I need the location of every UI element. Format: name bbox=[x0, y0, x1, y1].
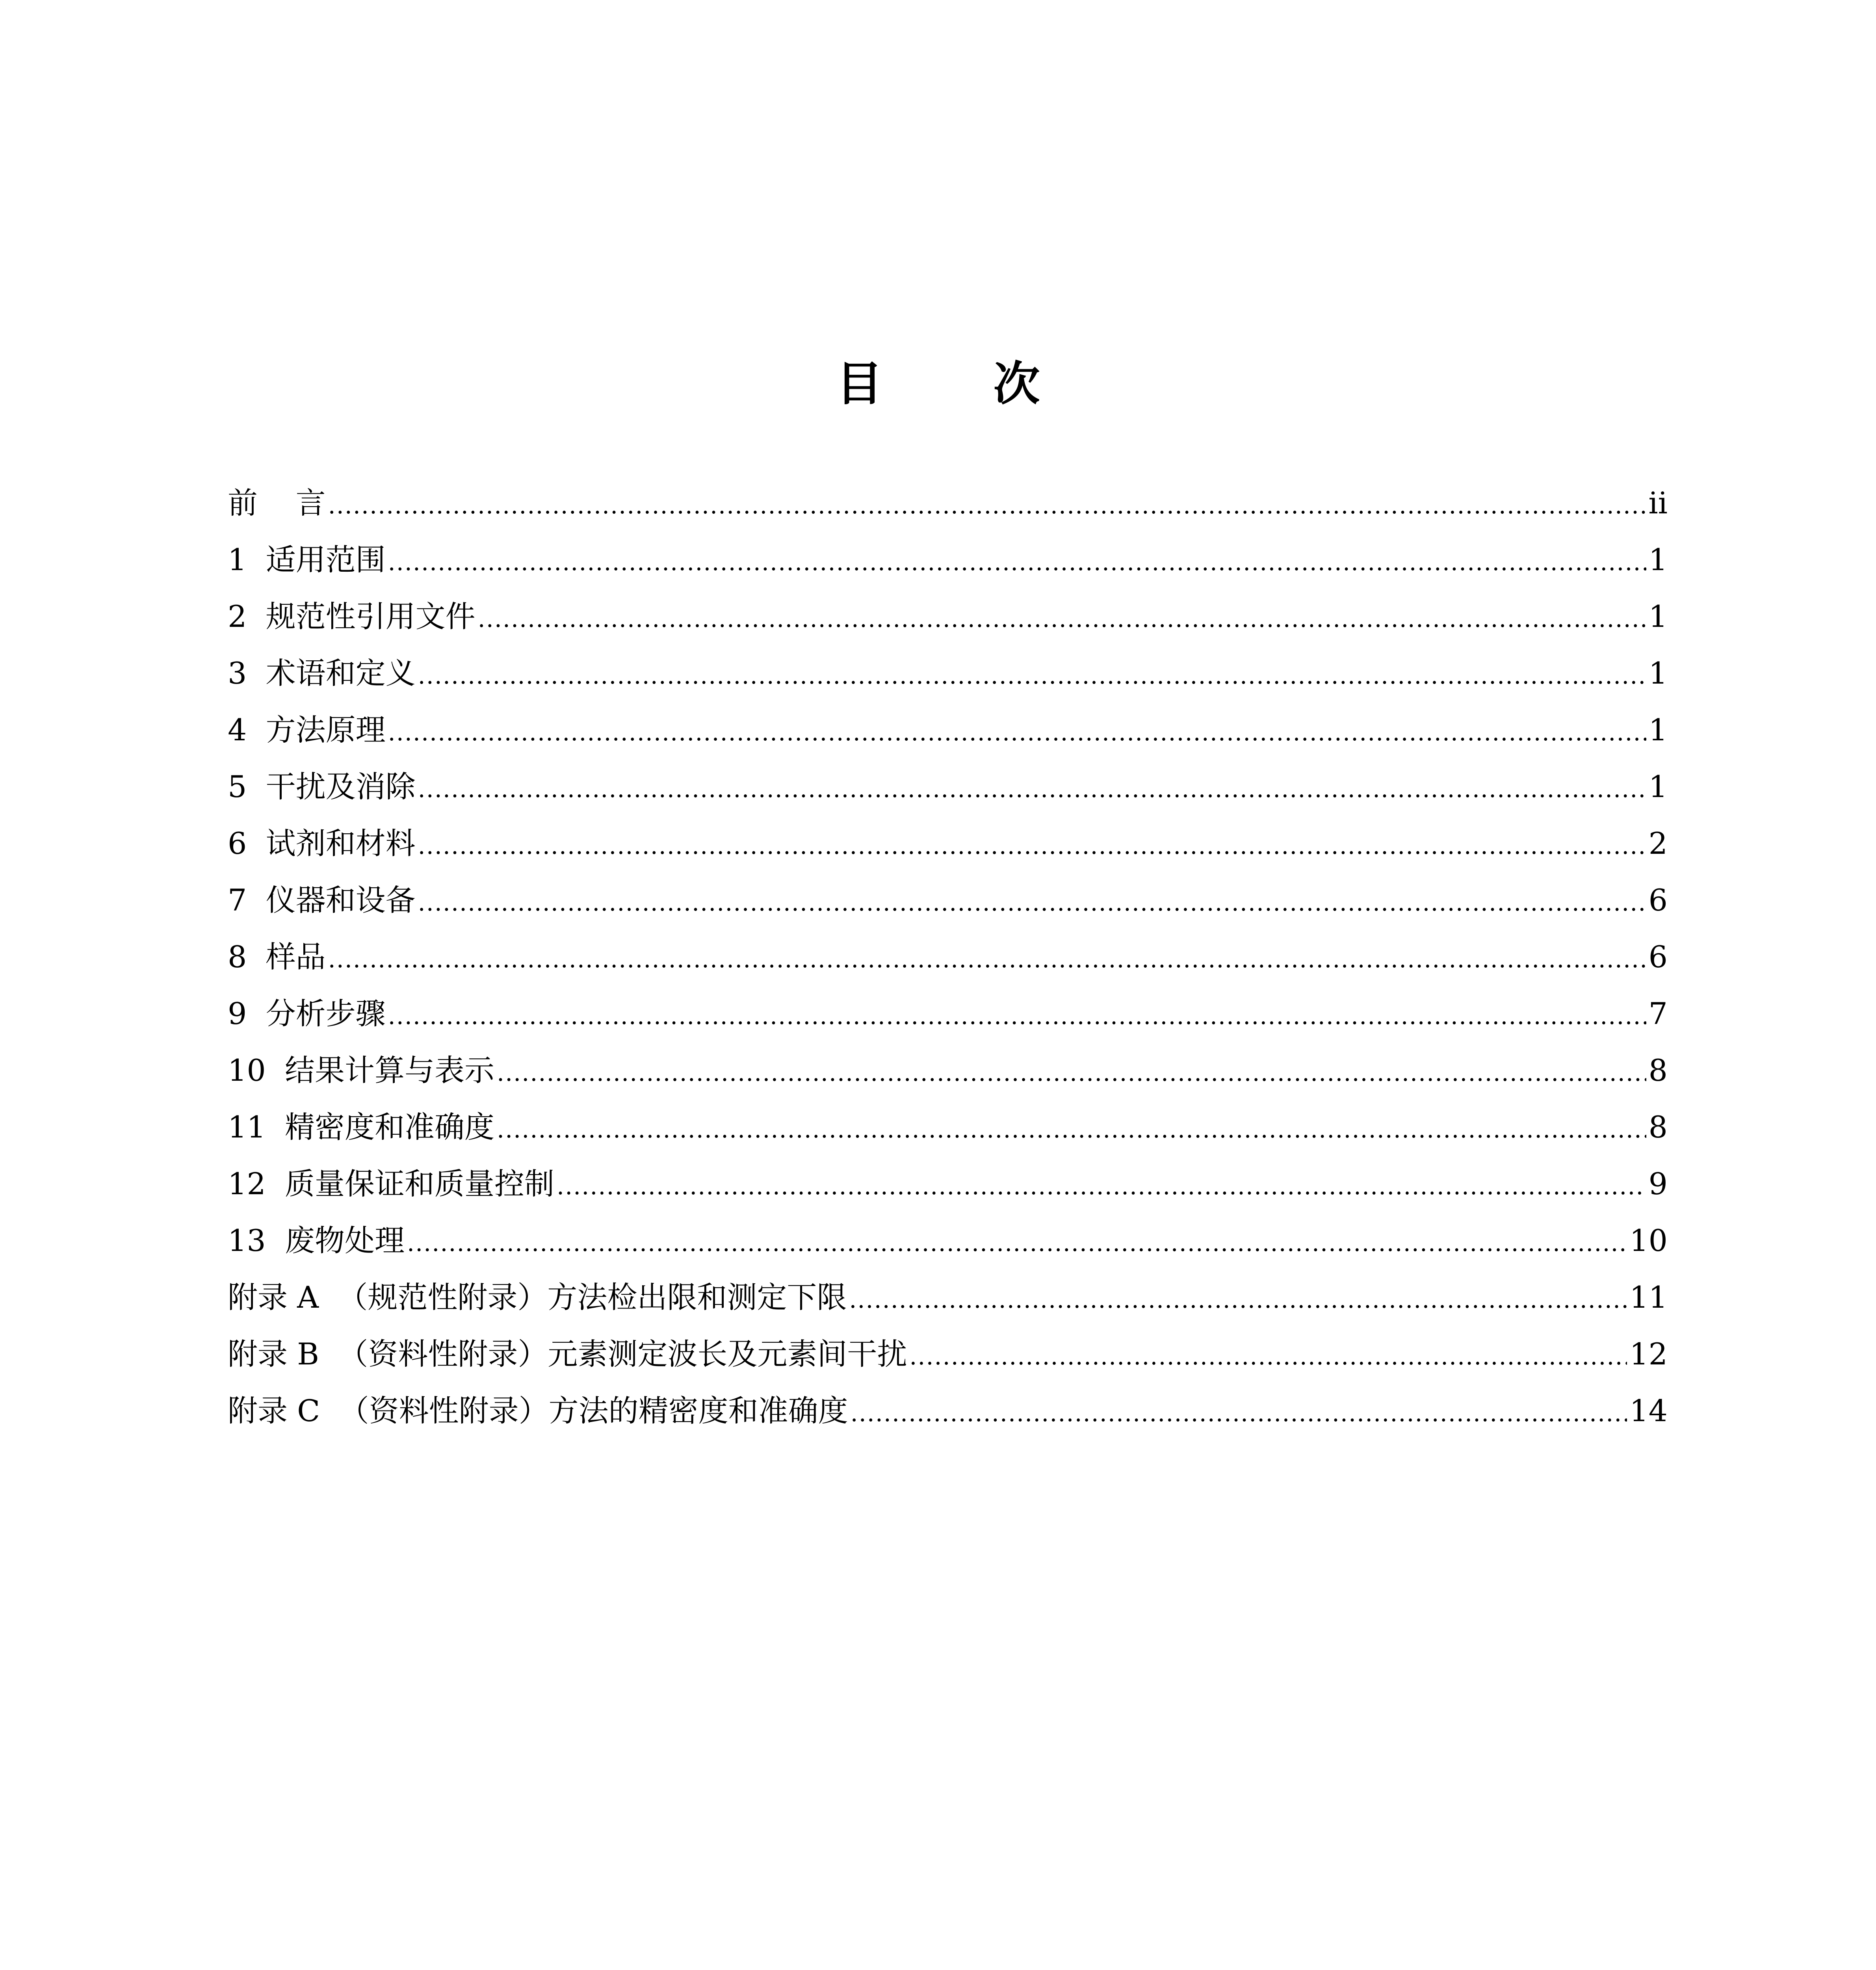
toc-entry-label: 2 规范性引用文件 bbox=[228, 599, 476, 634]
toc-entry-13[interactable] bbox=[228, 1212, 1668, 1269]
toc-entry-label: 13 废物处理 bbox=[228, 1223, 405, 1258]
toc-entry-page: 6 bbox=[1648, 939, 1668, 974]
toc-entry-label: 7 仪器和设备 bbox=[228, 883, 416, 918]
toc-leader-dots bbox=[388, 704, 1646, 761]
toc-entry-page: 12 bbox=[1629, 1336, 1668, 1372]
toc-leader-dots bbox=[418, 818, 1646, 874]
toc-entry-4[interactable] bbox=[228, 702, 1668, 758]
toc-entry-page: 1 bbox=[1648, 542, 1668, 577]
toc-entry-label: 5 干扰及消除 bbox=[228, 769, 416, 804]
toc-entry-10[interactable] bbox=[228, 1042, 1668, 1099]
toc-leader-dots bbox=[909, 1328, 1627, 1385]
toc-leader-dots bbox=[418, 874, 1646, 931]
toc-entry-label: 11 精密度和准确度 bbox=[228, 1110, 495, 1145]
page-title: 目 次 bbox=[836, 357, 1087, 411]
toc-entry-page: 8 bbox=[1648, 1053, 1668, 1088]
toc-entry-9[interactable] bbox=[228, 985, 1668, 1042]
toc-entry-page: 14 bbox=[1629, 1393, 1668, 1428]
toc-entry-label: 8 样品 bbox=[228, 939, 326, 974]
toc-entry-page: 1 bbox=[1648, 769, 1668, 804]
toc-entry-label: 6 试剂和材料 bbox=[228, 826, 416, 861]
toc-entry-appendix-c[interactable] bbox=[228, 1383, 1668, 1439]
toc-entry-page: 1 bbox=[1648, 656, 1668, 691]
toc-entry-appendix-a[interactable] bbox=[228, 1269, 1668, 1326]
toc-entry-page: ii bbox=[1648, 485, 1668, 520]
toc-leader-dots bbox=[388, 534, 1646, 591]
toc-entry-appendix-b[interactable] bbox=[228, 1326, 1668, 1383]
toc-leader-dots bbox=[418, 647, 1646, 704]
toc-entry-page: 10 bbox=[1629, 1223, 1668, 1258]
toc-entry-label: 9 分析步骤 bbox=[228, 996, 386, 1031]
toc-entry-label: 附录 C （资料性附录）方法的精密度和准确度 bbox=[228, 1393, 848, 1428]
toc-entry-page: 2 bbox=[1648, 826, 1668, 861]
toc-leader-dots bbox=[497, 1044, 1646, 1101]
toc-entry-label: 4 方法原理 bbox=[228, 712, 386, 747]
toc-leader-dots bbox=[497, 1101, 1646, 1158]
toc-leader-dots bbox=[851, 1385, 1627, 1442]
toc-leader-dots bbox=[407, 1215, 1627, 1271]
toc-entry-label: 1 适用范围 bbox=[228, 542, 386, 577]
toc-entry-label: 3 术语和定义 bbox=[228, 656, 416, 691]
toc-leader-dots bbox=[328, 931, 1646, 988]
toc-entry-label: 12 质量保证和质量控制 bbox=[228, 1166, 555, 1201]
toc-leader-dots bbox=[849, 1271, 1627, 1328]
toc-entry-page: 8 bbox=[1648, 1110, 1668, 1145]
toc-entry-page: 9 bbox=[1648, 1166, 1668, 1201]
toc-leader-dots bbox=[388, 988, 1646, 1044]
toc-entry-8[interactable] bbox=[228, 929, 1668, 985]
toc-entry-page: 6 bbox=[1648, 883, 1668, 918]
toc-entry-11[interactable] bbox=[228, 1099, 1668, 1156]
toc-entry-label: 前 言 bbox=[228, 485, 326, 520]
toc-entry-page: 11 bbox=[1629, 1280, 1668, 1315]
toc-entry-1[interactable] bbox=[228, 532, 1668, 588]
table-of-contents bbox=[228, 475, 1668, 1439]
toc-leader-dots bbox=[557, 1158, 1646, 1215]
toc-entry-2[interactable] bbox=[228, 588, 1668, 645]
toc-entry-page: 1 bbox=[1648, 599, 1668, 634]
toc-entry-12[interactable] bbox=[228, 1156, 1668, 1212]
toc-entry-3[interactable] bbox=[228, 645, 1668, 702]
toc-leader-dots bbox=[418, 761, 1646, 818]
toc-leader-dots bbox=[328, 477, 1646, 534]
toc-entry-page: 7 bbox=[1648, 996, 1668, 1031]
toc-entry-6[interactable] bbox=[228, 815, 1668, 872]
toc-entry-7[interactable] bbox=[228, 872, 1668, 929]
toc-entry-page: 1 bbox=[1648, 712, 1668, 747]
toc-entry-preface[interactable] bbox=[228, 475, 1668, 532]
toc-entry-5[interactable] bbox=[228, 758, 1668, 815]
toc-entry-label: 10 结果计算与表示 bbox=[228, 1053, 495, 1088]
toc-entry-label: 附录 B （资料性附录）元素测定波长及元素间干扰 bbox=[228, 1336, 907, 1372]
toc-entry-label: 附录 A （规范性附录）方法检出限和测定下限 bbox=[228, 1280, 847, 1315]
toc-leader-dots bbox=[478, 591, 1646, 647]
